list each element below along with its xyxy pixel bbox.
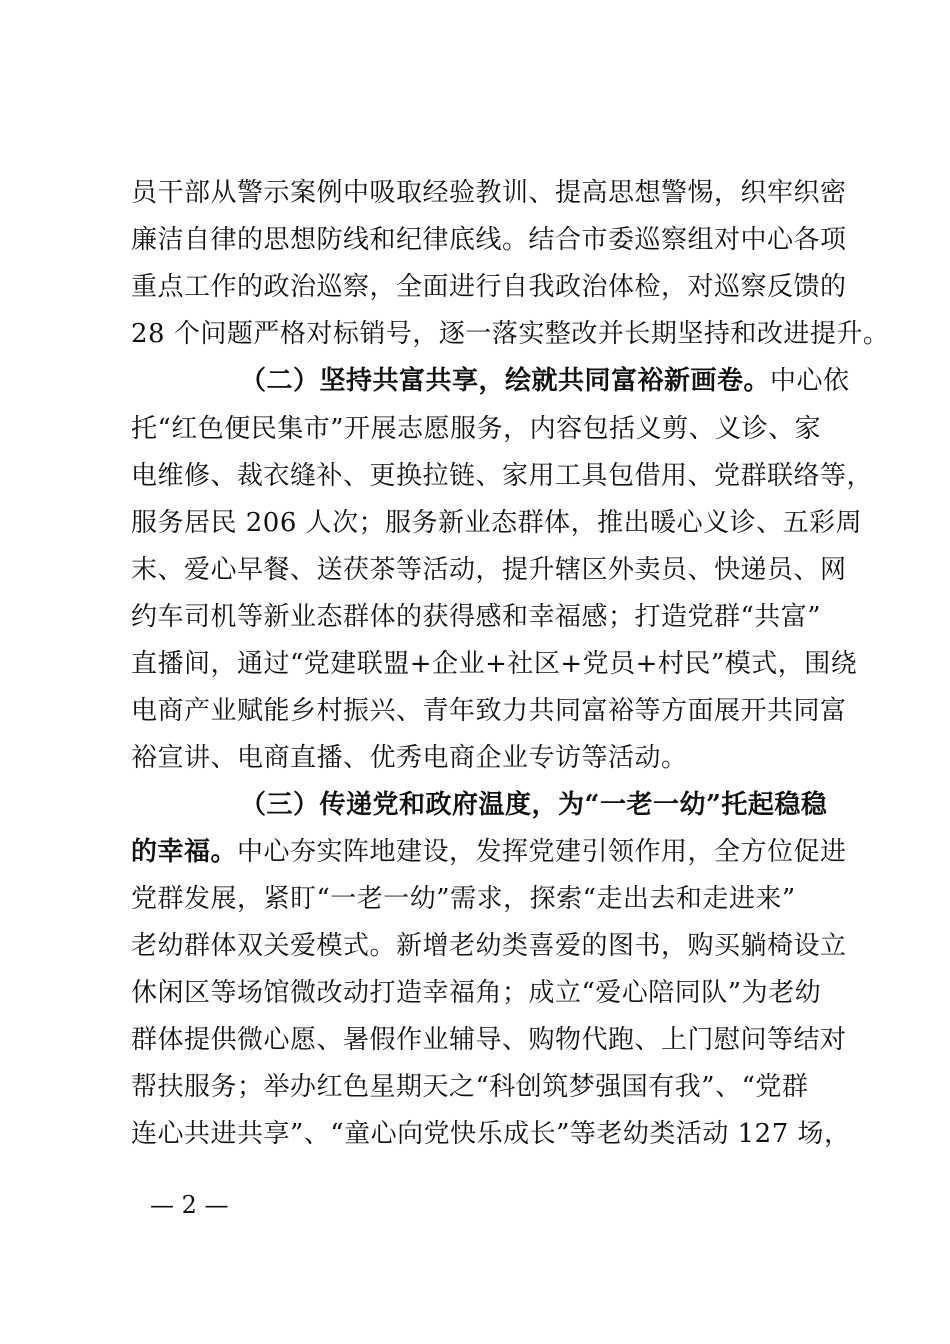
text-line: 廉洁自律的思想防线和纪律底线。结合市委巡察组对中心各项 <box>131 225 847 255</box>
text-line: 员干部从警示案例中吸取经验教训、提高思想警惕，织牢织密 <box>131 178 847 208</box>
text-line: 群体提供微心愿、暑假作业辅导、购物代跑、上门慰问等结对 <box>131 1025 847 1055</box>
text-line: 托“红色便民集市”开展志愿服务，内容包括义剪、义诊、家 <box>131 414 822 444</box>
text-run: 中心依 <box>770 366 850 396</box>
text-line: 休闲区等场馆微改动打造幸福角；成立“爱心陪同队”为老幼 <box>131 978 822 1008</box>
section-heading-2: （二）坚持共富共享，绘就共同富裕新画卷。 <box>240 366 771 396</box>
page-number: — 2 — <box>150 1191 229 1219</box>
text-line: 28 个问题严格对标销号，逐一落实整改并长期坚持和改进提升。 <box>131 319 890 349</box>
text-line: 电商产业赋能乡村振兴、青年致力共同富裕等方面展开共同富 <box>131 696 847 726</box>
text-line: 连心共进共享”、“童心向党快乐成长”等老幼类活动 127 场， <box>131 1119 851 1149</box>
text-line: 重点工作的政治巡察，全面进行自我政治体检，对巡察反馈的 <box>131 272 847 302</box>
section-heading-3-end: 的幸福。 <box>131 837 238 867</box>
section-heading-line <box>240 358 850 404</box>
text-line: 党群发展，紧盯“一老一幼”需求，探索“走出去和走进来” <box>131 884 796 914</box>
text-line: 电维修、裁衣缝补、更换拉链、家用工具包借用、党群联络等， <box>131 461 874 491</box>
text-line: 约车司机等新业态群体的获得感和幸福感；打造党群“共富” <box>131 602 822 632</box>
text-line: 老幼群体双关爱模式。新增老幼类喜爱的图书，购买躺椅设立 <box>131 931 847 961</box>
section-heading-line <box>131 829 847 875</box>
text-line: 末、爱心早餐、送茯茶等活动，提升辖区外卖员、快递员、网 <box>131 555 847 585</box>
text-line: 帮扶服务；举办红色星期天之“科创筑梦强国有我”、“党群 <box>131 1072 809 1102</box>
text-line: 直播间，通过“党建联盟+企业+社区+党员+村民”模式，围绕 <box>131 649 858 679</box>
section-heading-3: （三）传递党和政府温度，为“一老一幼”托起稳稳 <box>240 790 828 820</box>
text-line: 裕宣讲、电商直播、优秀电商企业专访等活动。 <box>131 743 688 773</box>
text-run: 中心夯实阵地建设，发挥党建引领作用，全方位促进 <box>237 837 847 867</box>
text-line: 服务居民 206 人次；服务新业态群体，推出暖心义诊、五彩周 <box>131 508 863 538</box>
